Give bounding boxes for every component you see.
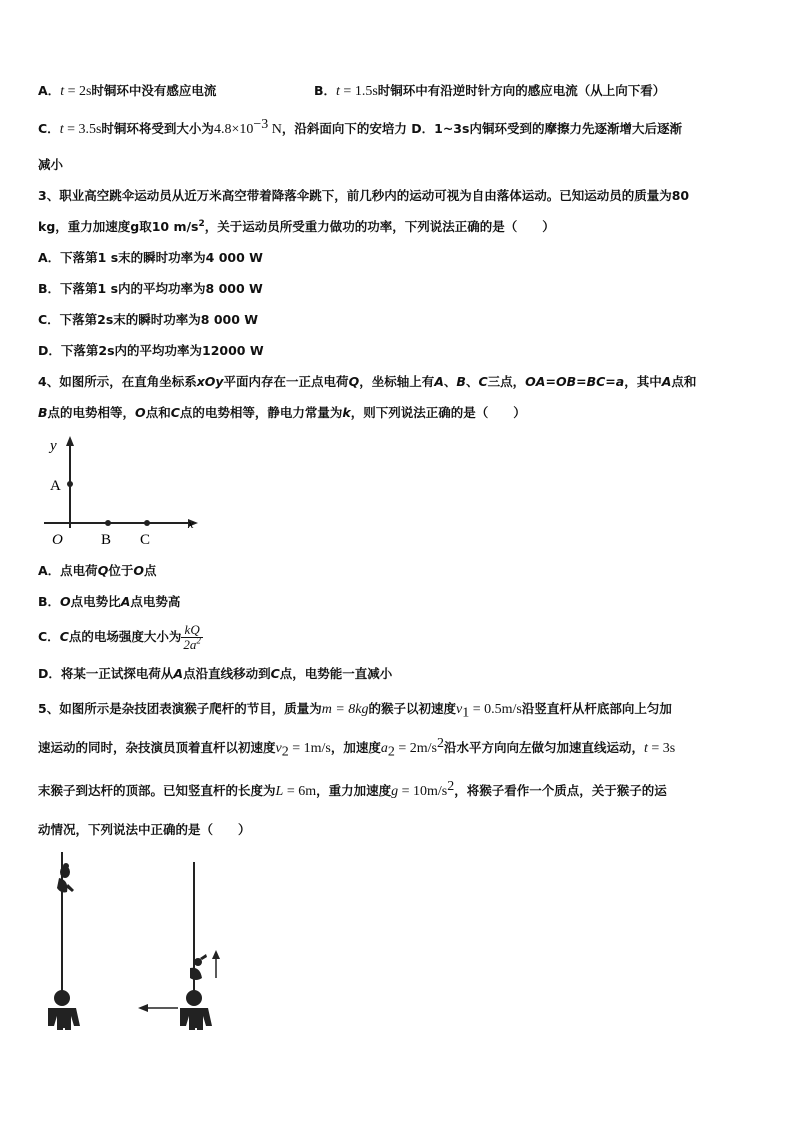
q5-stem-line1: 5、如图所示是杂技团表演猴子爬杆的节目，质量为m = 8kg的猴子以初速度$v_1 = 0.5m/s$沿竖直杆从杆底部向上匀加 xyxy=(38,701,672,721)
q4-option-c[interactable]: C．C点的电场强度大小为 $\frac{kQ}{2a^2}$ xyxy=(38,622,201,652)
label-a: A xyxy=(50,478,61,494)
prev-option-b[interactable]: B．t = 1.5s时铜环中有沿逆时针方向的感应电流（从上向下看） xyxy=(314,83,666,99)
q3-option-a[interactable]: A．下落第1 s末的瞬时功率为4 000 W xyxy=(38,250,263,265)
q4-coordinate-figure xyxy=(40,432,210,550)
q5-stem-line3: 末猴子到达杆的顶部。已知竖直杆的长度为L = 6m，重力加速度$g = 10m/s^2$，将猴子看作一个质点，关于猴子的运 xyxy=(38,778,667,799)
performer-right-icon xyxy=(180,990,212,1030)
q3-option-d[interactable]: D．下落第2s内的平均功率为12000 W xyxy=(38,343,264,358)
q3-option-c[interactable]: C．下落第2s末的瞬时功率为8 000 W xyxy=(38,312,259,327)
prev-option-d-continued: 减小 xyxy=(38,157,64,172)
q5-monkey-pole-figure xyxy=(30,850,250,1030)
q5-stem-line2: 速运动的同时，杂技演员顶着直杆以初速度$v_2 = 1m/s$，加速度$a_2 = 2m/s^2$沿水平方向向左做匀加速直线运动，t = 3s xyxy=(38,735,676,760)
q5-stem-line4: 动情况，下列说法中正确的是（ ） xyxy=(38,822,251,837)
y-axis-arrow xyxy=(66,436,74,446)
prev-option-c[interactable]: C．t = 3.5s时铜环将受到大小为$4.8\times 10^{-3}$ N，沿斜面向下的安培力 D．1~3s内铜环受到的摩擦力先逐渐增大后逐渐 xyxy=(38,116,682,137)
prev-option-a[interactable]: A．t = 2s时铜环中没有感应电流 xyxy=(38,83,217,99)
q4-stem-line1: 4、如图所示，在直角坐标系xOy平面内存在一正点电荷Q，坐标轴上有A、B、C三点，OA=OB=BC=a，其中A点和 xyxy=(38,374,697,389)
q4-option-b[interactable]: B．O点电势比A点电势高 xyxy=(38,594,181,609)
label-b: B xyxy=(101,532,112,548)
label-c: C xyxy=(140,532,151,548)
leftward-arrowhead xyxy=(138,1004,148,1012)
performer-left-icon xyxy=(48,990,80,1030)
q3-option-b[interactable]: B．下落第1 s内的平均功率为8 000 W xyxy=(38,281,263,296)
monkey-right-icon xyxy=(190,954,207,980)
q4-stem-line2: B点的电势相等，O点和C点的电势相等，静电力常量为k，则下列说法正确的是（ ） xyxy=(38,405,526,420)
label-x: x xyxy=(188,516,194,531)
q3-stem-line1: 3、职业高空跳伞运动员从近万米高空带着降落伞跳下，前几秒内的运动可视为自由落体运动。已知运动员的质量为80 xyxy=(38,188,690,203)
upward-arrowhead xyxy=(212,950,220,959)
point-c xyxy=(144,520,150,526)
q4-option-a[interactable]: A．点电荷Q位于O点 xyxy=(38,563,157,578)
point-b xyxy=(105,520,111,526)
prev-option-d[interactable]: D．1~3s内铜环受到的摩擦力先逐渐增大后逐渐 xyxy=(411,121,682,136)
monkey-left-icon xyxy=(57,863,74,893)
point-a xyxy=(67,481,73,487)
q3-stem-line2: kg，重力加速度g取10 $m/s^2$，关于运动员所受重力做功的功率，下列说法正确的是（ ） xyxy=(38,218,555,234)
field-strength-fraction: $\frac{kQ}{2a^2}$ xyxy=(183,622,201,652)
q4-option-d[interactable]: D．将某一正试探电荷从A点沿直线移动到C点，电势能一直减小 xyxy=(38,666,393,681)
label-y: y xyxy=(50,438,57,454)
label-o: O xyxy=(52,532,63,548)
